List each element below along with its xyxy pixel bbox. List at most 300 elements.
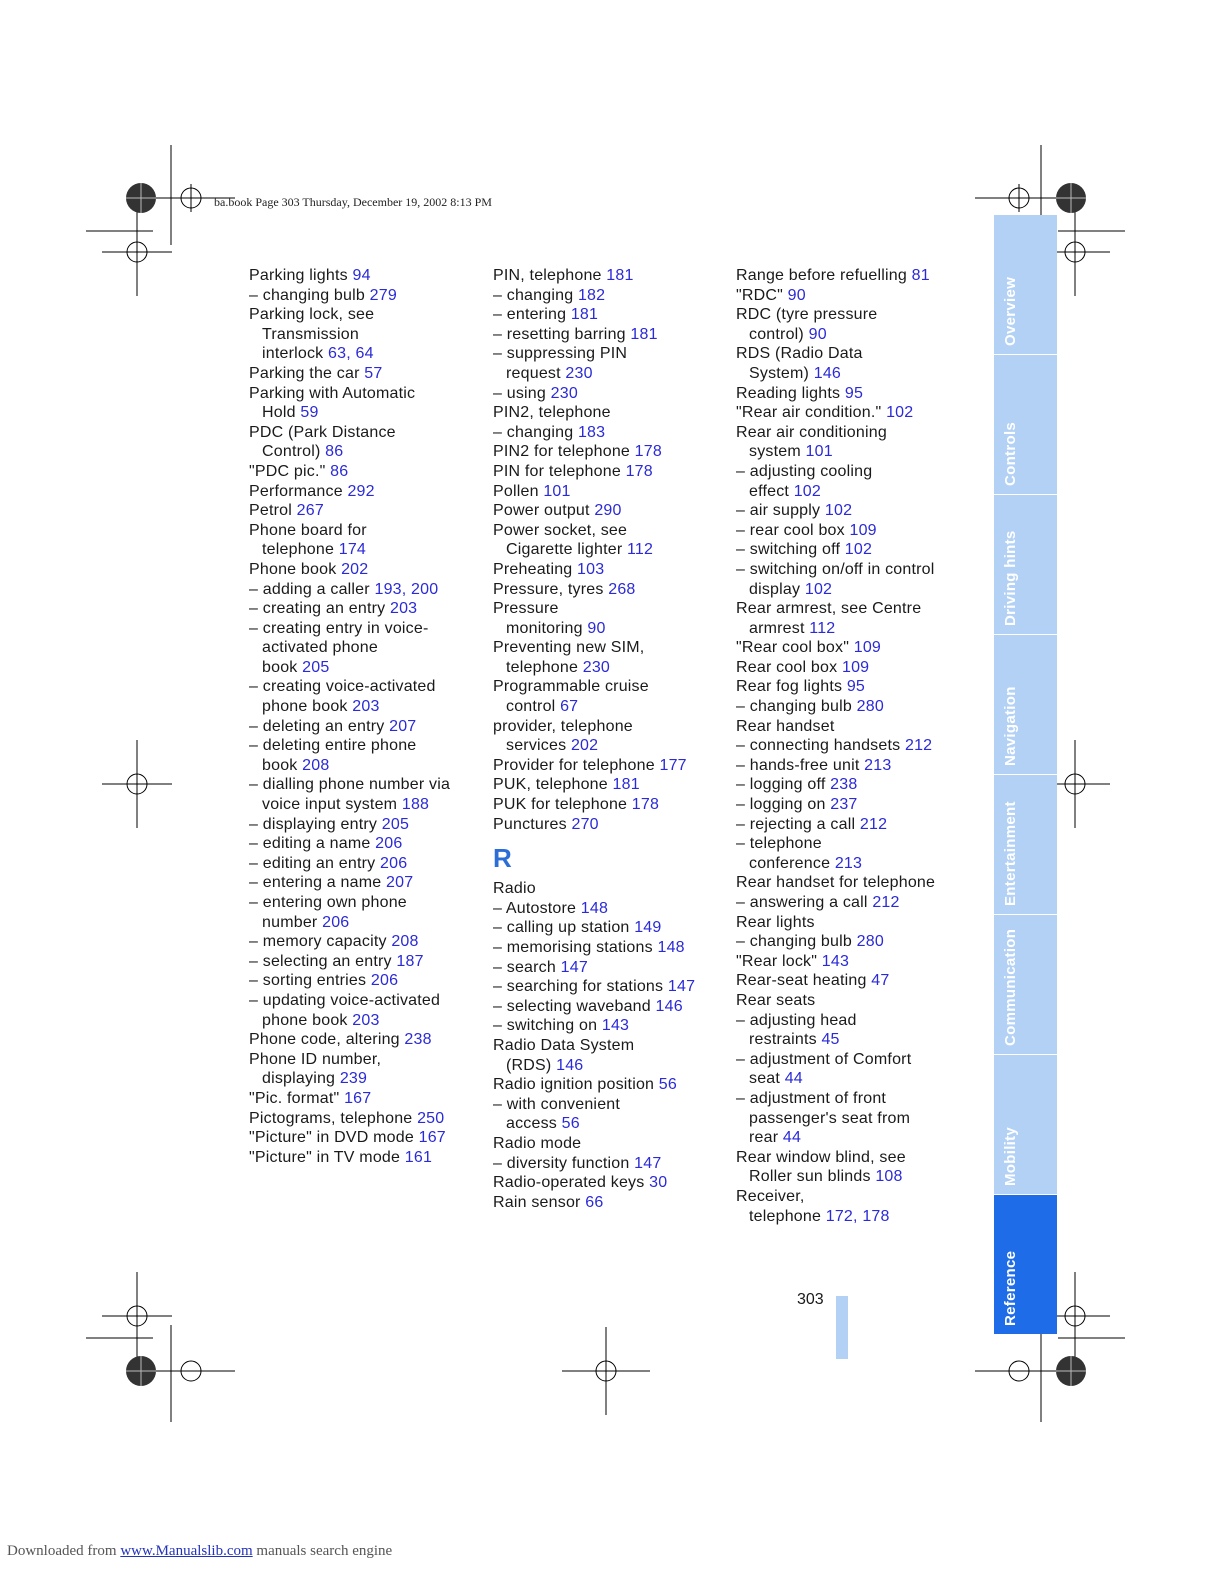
tab-label: Communication [1002,928,1019,1046]
page-reference[interactable]: 202 [570,737,599,755]
index-entry [249,305,489,325]
entry-text: Pressure, tyres [493,580,609,598]
entry-text: voice input system [262,796,402,814]
index-entry [249,873,489,893]
page-reference[interactable]: 161 [404,1148,433,1166]
index-entry [493,677,733,697]
entry-text: – logging on [736,796,831,814]
page-reference[interactable]: 147 [667,978,696,996]
entry-text: – rear cool box [736,521,850,539]
index-entry [493,1134,733,1154]
entry-text: services [506,737,571,755]
page-reference[interactable]: 183 [577,423,606,441]
page-reference[interactable]: 205 [302,658,330,676]
index-entry [493,697,733,717]
tab-label: Entertainment [1002,801,1019,906]
print-header: ba.book Page 303 Thursday, December 19, 2002 8:13 PM [214,195,492,209]
entry-text: – updating voice-activated [249,991,441,1009]
page-reference[interactable]: 279 [369,286,397,304]
page-reference[interactable]: 230 [550,384,578,402]
entry-text: PIN for telephone [493,462,626,480]
entry-text: control [506,698,561,716]
index-entry [736,1207,976,1227]
entry-text: Provider for telephone [493,756,660,774]
page-reference[interactable]: 238 [830,776,858,794]
tab-overview[interactable] [994,215,1057,354]
entry-text: Reading lights [736,384,845,402]
entry-text: – editing a name [249,835,376,853]
tab-label: Navigation [1002,686,1019,766]
page-reference[interactable]: 202 [341,560,369,578]
entry-text: – memory capacity [249,933,392,951]
entry-text: provider, telephone [493,717,633,735]
page-reference[interactable]: 203 [352,1011,380,1029]
page-reference[interactable]: 212 [859,815,888,833]
page-reference[interactable]: 30 [649,1174,668,1192]
entry-text: Cigarette lighter [506,541,627,559]
entry-text: – Autostore [493,899,581,917]
page-number: 303 [797,1291,824,1308]
page-reference[interactable]: 181 [612,776,640,794]
index-entry [249,697,489,717]
page-reference[interactable]: 44 [784,1070,803,1088]
entry-text: – suppressing PIN [493,345,628,363]
manualslib-link[interactable]: www.Manualslib.com [120,1543,253,1559]
page-reference[interactable]: 90 [787,286,806,304]
page-reference[interactable]: 148 [657,939,685,956]
index-entry [493,756,733,776]
index-entry [736,775,976,795]
index-entry [736,697,976,717]
entry-text: – displaying entry [249,815,382,833]
page-reference[interactable]: 102 [824,502,853,520]
index-entry [736,815,976,835]
entry-text: Phone book [249,560,342,578]
index-entry [249,756,489,776]
entry-text: – entering own phone [249,894,407,911]
index-column-1 [249,266,489,1167]
index-column-2 [493,266,733,1212]
page-reference[interactable]: 108 [875,1168,903,1186]
index-entry [493,364,733,384]
entry-text: RDC (tyre pressure [736,306,878,324]
page-reference[interactable]: 57 [364,364,383,382]
tab-label: Controls [1002,421,1019,486]
index-entry [493,977,733,997]
entry-text: telephone [749,1207,826,1225]
index-entry [249,1011,489,1031]
index-entry [249,501,489,521]
index-entry [493,1016,733,1036]
entry-text: Rear air conditioning [736,423,887,441]
entry-text: seat [749,1070,785,1088]
tab-controls[interactable] [994,355,1057,494]
entry-text: "Pic. format" [249,1089,345,1107]
index-entry [249,286,489,306]
page-reference[interactable]: 45 [821,1031,840,1049]
page-reference[interactable]: 109 [849,521,877,539]
entry-text: (RDS) [506,1056,557,1074]
index-entry [493,879,733,899]
index-entry [493,775,733,795]
page-reference[interactable]: 172, 178 [825,1207,890,1225]
page-reference[interactable]: 268 [608,580,636,598]
index-entry [493,638,733,658]
index-entry [493,442,733,462]
entry-text: Parking the car [249,364,365,382]
index-entry [249,325,489,345]
index-entry [493,482,733,502]
index-entry [736,873,976,893]
entry-text: – logging off [736,776,831,794]
page-reference[interactable]: 90 [587,619,606,637]
index-entry [249,482,489,502]
index-entry [736,795,976,815]
entry-text: phone book [262,698,353,716]
index-entry [493,344,733,364]
index-entry [736,677,976,697]
page-reference[interactable]: 59 [300,404,319,422]
entry-text: displaying [262,1070,340,1088]
entry-text: – creating entry in voice- [249,619,429,637]
entry-text: Parking with Automatic [249,384,416,402]
chapter-tabs [994,215,1057,1351]
page-reference[interactable]: 146 [556,1056,584,1074]
entry-text: Parking lights [249,267,353,284]
index-entry [249,952,489,972]
index-entry [493,1154,733,1174]
entry-text: – creating an entry [249,600,390,618]
index-entry [493,717,733,737]
index-entry [736,521,976,541]
page-reference[interactable]: 280 [856,698,884,716]
entry-text: number [262,913,323,931]
entry-text: Phone ID number, [249,1050,382,1068]
index-entry [736,1109,976,1129]
page-reference[interactable]: 206 [380,854,408,872]
page-reference[interactable]: 208 [391,933,419,951]
entry-text: rear [749,1129,783,1147]
entry-text: Preventing new SIM, [493,639,645,657]
index-entry [493,286,733,306]
entry-text: system [749,443,806,461]
page-reference[interactable]: 101 [543,482,571,500]
tab-mobility[interactable] [994,1055,1057,1194]
page-reference[interactable]: 188 [401,796,430,814]
index-entry [249,658,489,678]
page-reference[interactable]: 95 [844,384,864,402]
entry-text: – memorising stations [493,939,658,956]
entry-text: "RDC" [736,286,788,304]
index-entry [736,1128,976,1148]
entry-text: passenger's seat from [749,1109,911,1127]
page-reference[interactable]: 66 [585,1193,604,1211]
page-reference[interactable]: 203 [389,600,418,618]
page-reference[interactable]: 95 [846,678,866,696]
index-entry [249,893,489,913]
index-entry [249,971,489,991]
page-reference[interactable]: 213 [864,756,892,774]
index-entry [249,442,489,462]
entry-text: PUK, telephone [493,776,613,794]
entry-text: request [506,364,566,382]
index-entry [736,717,976,737]
entry-text: Rear seats [736,991,816,1009]
page-reference[interactable]: 250 [417,1109,445,1127]
index-entry [736,893,976,913]
index-entry [249,599,489,619]
entry-text: – search [493,958,561,976]
index-entry [493,619,733,639]
index-column-3 [736,266,976,1226]
index-entry [249,619,489,639]
entry-text: Receiver, [736,1187,805,1205]
entry-text: – switching on [493,1017,602,1035]
page-reference[interactable]: 182 [577,286,606,304]
index-entry [493,580,733,600]
index-entry [493,305,733,325]
page-reference[interactable]: 212 [872,894,900,911]
page-reference[interactable]: 181 [630,325,658,343]
index-entry [736,482,976,502]
index-entry [493,918,733,938]
page-reference[interactable]: 143 [821,952,850,970]
page-reference[interactable]: 102 [804,580,833,598]
index-entry [736,286,976,306]
index-entry [736,834,976,854]
page-reference[interactable]: 237 [830,796,858,814]
entry-text: PIN, telephone [493,267,607,284]
entry-text: Preheating [493,560,578,578]
page-reference[interactable]: 102 [886,404,914,422]
entry-text: – deleting entire phone [249,737,417,755]
entry-text: restraints [749,1031,822,1049]
index-entry [736,344,976,364]
page-reference[interactable]: 86 [330,462,349,480]
index-entry [249,1128,489,1148]
index-entry [736,364,976,384]
entry-text: Rear cool box [736,658,842,676]
entry-text: Phone code, altering [249,1031,405,1049]
entry-text: Punctures [493,815,572,833]
entry-text: – rejecting a call [736,815,860,833]
index-entry [493,540,733,560]
tab-label: Driving hints [1002,530,1019,626]
index-entry [249,815,489,835]
entry-text: – searching for stations [493,978,668,996]
tab-communication[interactable] [994,915,1057,1054]
entry-text: access [506,1115,562,1133]
tab-driving-hints[interactable] [994,495,1057,634]
page-reference[interactable]: 230 [565,364,593,382]
page-reference[interactable]: 143 [601,1017,630,1035]
index-entry [736,658,976,678]
index-entry [249,1148,489,1168]
page-reference[interactable]: 109 [853,639,882,657]
index-entry [493,815,733,835]
page-reference[interactable]: 205 [381,815,410,833]
entry-text: – connecting handsets [736,737,905,755]
index-entry [249,1089,489,1109]
entry-text: – air supply [736,502,825,520]
index-entry [736,1089,976,1109]
tab-entertainment[interactable] [994,775,1057,914]
page-reference[interactable]: 207 [386,874,414,892]
entry-text: – sorting entries [249,972,371,990]
page-reference[interactable]: 187 [396,952,424,970]
entry-text: Range before refuelling [736,267,912,284]
index-entry [249,1069,489,1089]
page-reference[interactable]: 238 [404,1031,432,1049]
page-reference[interactable]: 67 [560,698,579,716]
entry-text: telephone [506,658,583,676]
page-reference[interactable]: 102 [844,541,873,559]
entry-text: Transmission [262,325,359,343]
index-entry [249,1109,489,1129]
page-reference[interactable]: 56 [561,1115,580,1133]
page-reference[interactable]: 178 [625,462,653,480]
page-reference[interactable]: 206 [375,835,403,853]
entry-text: Rear window blind, see [736,1148,906,1166]
entry-text: Pressure [493,600,559,618]
index-entry [249,521,489,541]
entry-text: Radio ignition position [493,1076,659,1094]
index-entry [493,423,733,443]
page-reference[interactable]: 213 [834,854,863,872]
index-entry [249,540,489,560]
page-reference[interactable]: 146 [655,997,683,1015]
page-reference[interactable]: 112 [809,619,836,637]
page-reference[interactable]: 178 [631,796,660,814]
entry-text: – changing bulb [249,286,370,304]
entry-text: display [749,580,805,598]
entry-text: Radio [493,880,536,898]
page-reference[interactable]: 270 [571,815,599,833]
page-reference[interactable]: 174 [338,541,367,559]
page-reference[interactable]: 207 [389,717,417,735]
index-entry [493,462,733,482]
tab-label: Overview [1002,276,1019,346]
page-reference[interactable]: 193, 200 [374,580,439,598]
page-reference[interactable]: 149 [634,919,662,937]
index-entry [249,854,489,874]
entry-text: Performance [249,482,348,500]
page-reference[interactable]: 81 [911,267,930,284]
page-reference[interactable]: 292 [347,482,375,500]
page-reference[interactable]: 239 [339,1070,368,1088]
entry-text: control) [749,325,809,343]
page-reference[interactable]: 103 [577,560,605,578]
index-entry [736,580,976,600]
page-reference[interactable]: 167 [344,1089,372,1107]
entry-text: Radio mode [493,1134,582,1152]
page-reference[interactable]: 290 [594,502,622,520]
page-reference[interactable]: 112 [627,541,654,559]
index-entry [493,560,733,580]
entry-text: – telephone [736,835,822,853]
entry-text: – adjusting cooling [736,462,873,480]
entry-text: "Rear air condition." [736,404,887,422]
entry-text: book [262,756,303,774]
entry-text: – using [493,384,551,402]
index-entry [736,756,976,776]
page-reference[interactable]: 203 [352,698,380,716]
entry-text: – editing an entry [249,854,380,872]
page-reference[interactable]: 267 [296,502,324,520]
tab-reference[interactable] [994,1195,1057,1334]
page-reference[interactable]: 90 [808,325,827,343]
page-reference[interactable]: 177 [659,756,687,774]
entry-text: "Rear cool box" [736,639,854,657]
page-reference[interactable]: 181 [570,306,599,324]
page-reference[interactable]: 56 [658,1076,677,1094]
index-entry [736,1050,976,1070]
page-reference[interactable]: 44 [782,1129,802,1147]
page-reference[interactable]: 101 [805,443,833,461]
page-reference[interactable]: 181 [606,267,634,284]
index-entry [736,599,976,619]
entry-text: Pollen [493,482,544,500]
index-entry [736,1011,976,1031]
index-entry [249,775,489,795]
footer-suffix: manuals search engine [252,1543,393,1559]
page-reference[interactable]: 167 [418,1129,446,1147]
entry-text: – switching off [736,541,845,559]
entry-text: monitoring [506,619,588,637]
page-reference[interactable]: 178 [634,443,662,461]
index-entry [493,501,733,521]
page-reference[interactable]: 102 [793,482,821,500]
page-reference[interactable]: 212 [904,737,933,755]
index-entry [493,958,733,978]
entry-text: PDC (Park Distance [249,423,396,441]
tab-label: Reference [1002,1250,1019,1326]
page-reference[interactable]: 148 [580,899,609,917]
index-entry [493,325,733,345]
page-reference[interactable]: 206 [370,972,399,990]
entry-text: – changing bulb [736,933,857,951]
entry-text: Pictograms, telephone [249,1109,418,1127]
page-reference[interactable]: 86 [325,443,344,461]
entry-text: – selecting waveband [493,997,656,1015]
page-reference[interactable]: 208 [302,756,330,774]
entry-text: Control) [262,443,326,461]
index-entry [493,1173,733,1193]
index-entry [249,717,489,737]
page-reference[interactable]: 47 [871,972,890,990]
tab-navigation[interactable] [994,635,1057,774]
entry-text: – adjusting head [736,1011,857,1029]
index-entry [736,854,976,874]
entry-text: – resetting barring [493,325,631,343]
page-reference[interactable]: 230 [582,658,611,676]
entry-text: conference [749,854,835,872]
page-reference[interactable]: 146 [813,364,842,382]
page-reference[interactable]: 63, 64 [328,345,374,363]
entry-text: Rear armrest, see Centre [736,600,922,618]
page-reference[interactable]: 94 [352,267,371,284]
page-reference[interactable]: 109 [841,658,870,676]
page-reference[interactable]: 147 [634,1154,662,1172]
index-entry [249,266,489,286]
entry-text: PUK for telephone [493,796,632,814]
index-entry [736,932,976,952]
index-entry [493,795,733,815]
page-reference[interactable]: 147 [560,958,588,976]
page-reference[interactable]: 206 [322,913,350,931]
index-entry [736,736,976,756]
page-reference[interactable]: 280 [856,933,884,951]
